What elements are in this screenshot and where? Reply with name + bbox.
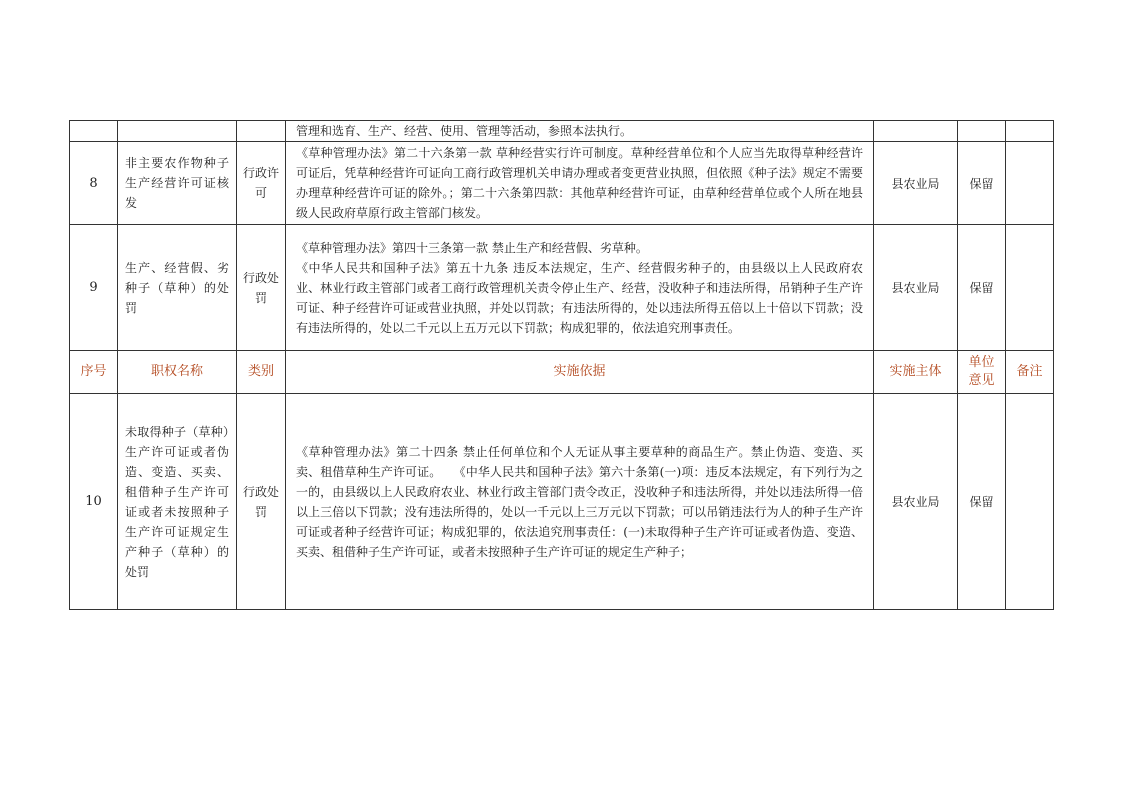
remarks (1006, 394, 1054, 610)
authority-name: 非主要农作物种子生产经营许可证核发 (118, 142, 237, 225)
table-row-continuation (70, 121, 1054, 142)
opinion-cell (958, 121, 1006, 142)
header-subject: 实施主体 (874, 351, 958, 394)
remarks (1006, 142, 1054, 225)
basis-line: 《中华人民共和国种子法》第五十九条 违反本法规定，生产、经营假劣种子的，由县级以上人民政府农业、林业行政主管部门或者工商行政管理机关责令停止生产、经营，没收种子和违法所得，吊销种子生产许可证、种子经营许可证或营业执照，并处以罚款；有违法所得的，处以违法所得五倍以上十倍以下罚款；没有违法所得的，处以二千元以上五万元以下罚款；构成犯罪的，依法追究刑事责任。 (296, 260, 863, 335)
row-number: 8 (70, 142, 118, 225)
unit-opinion: 保留 (958, 394, 1006, 610)
row-number: 9 (70, 225, 118, 351)
table-row (70, 225, 1054, 351)
header-note: 备注 (1006, 351, 1054, 394)
implementing-subject: 县农业局 (874, 142, 958, 225)
subject-cell (874, 121, 958, 142)
header-category: 类别 (237, 351, 286, 394)
row-number: 10 (70, 394, 118, 610)
basis-cell: 管理和选育、生产、经营、使用、管理等活动，参照本法执行。 (286, 121, 874, 142)
remarks (1006, 225, 1054, 351)
header-basis: 实施依据 (286, 351, 874, 394)
authority-category: 行政处罚 (237, 225, 286, 351)
implementation-basis: 《草种管理办法》第二十四条 禁止任何单位和个人无证从事主要草种的商品生产。禁止伪造、变造、买卖、租借草种生产许可证。 《中华人民共和国种子法》第六十条第(一)项：违反本法规定，有下列行为之一的，由县级以上人民政府农业、林业行政主管部门责令改正，没收种子和违法所得，并处以违法所得一倍以上三倍以下罚款；没有违法所得的，处以一千元以上三万元以下罚款；可以吊销违法行为人的种子生产许可证或者种子经营许可证；构成犯罪的，依法追究刑事责任：(一)未取得种子生产许可证或者伪造、变造、买卖、租借种子生产许可证，或者未按照种子生产许可证的规定生产种子； (286, 394, 874, 610)
unit-opinion: 保留 (958, 142, 1006, 225)
authority-category: 行政处罚 (237, 394, 286, 610)
table-row (70, 394, 1054, 610)
table-header-row (70, 351, 1054, 394)
category-cell (237, 121, 286, 142)
authority-table (69, 120, 1054, 610)
implementation-basis: 《草种管理办法》第二十六条第一款 草种经营实行许可制度。草种经营单位和个人应当先取得草种经营许可证后，凭草种经营许可证向工商行政管理机关申请办理或者变更营业执照，但依照《种子法》规定不需要办理草种经营许可证的除外。；第二十六条第四款：其他草种经营许可证，由草种经营单位或个人所在地县级人民政府草原行政主管部门核发。 (286, 142, 874, 225)
header-opinion: 单位意见 (958, 351, 1006, 394)
table-row (70, 142, 1054, 225)
basis-line: 《草种管理办法》第四十三条第一款 禁止生产和经营假、劣草种。 (296, 240, 648, 255)
unit-opinion: 保留 (958, 225, 1006, 351)
num-cell (70, 121, 118, 142)
name-cell (118, 121, 237, 142)
note-cell (1006, 121, 1054, 142)
authority-category: 行政许可 (237, 142, 286, 225)
implementing-subject: 县农业局 (874, 225, 958, 351)
header-num: 序号 (70, 351, 118, 394)
authority-name: 未取得种子（草种）生产许可证或者伪造、变造、买卖、租借种子生产许可证或者未按照种子生产许可证规定生产种子（草种）的处罚 (118, 394, 237, 610)
implementing-subject: 县农业局 (874, 394, 958, 610)
authority-name: 生产、经营假、劣种子（草种）的处罚 (118, 225, 237, 351)
implementation-basis (286, 225, 874, 351)
header-name: 职权名称 (118, 351, 237, 394)
